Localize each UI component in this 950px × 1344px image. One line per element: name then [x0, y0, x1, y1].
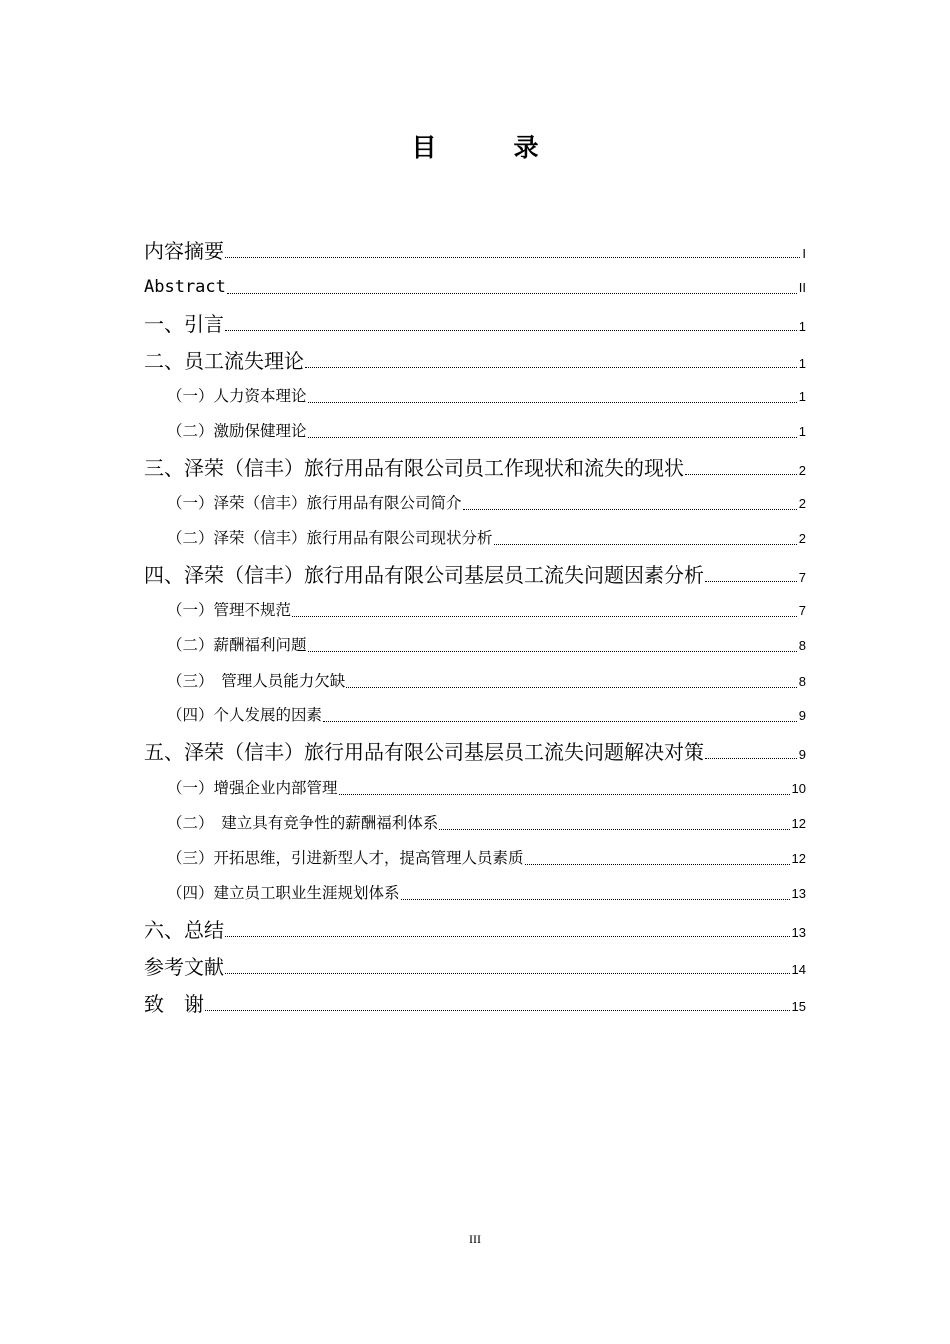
toc-entry-page: 1	[798, 319, 806, 334]
toc-entry[interactable]	[167, 523, 806, 553]
toc-entry[interactable]	[144, 952, 806, 982]
toc-entry-label: 二、员工流失理论	[144, 349, 304, 373]
toc-leader-dots	[225, 973, 790, 974]
toc-entry[interactable]	[144, 989, 806, 1019]
toc-entry[interactable]	[167, 773, 806, 803]
toc-entry[interactable]	[167, 630, 806, 660]
toc-entry-label: （四）个人发展的因素	[167, 706, 323, 724]
toc-leader-dots	[225, 330, 797, 331]
toc-entry-label: （二）泽荣（信丰）旅行用品有限公司现状分析	[167, 529, 493, 547]
toc-leader-dots	[305, 367, 797, 368]
toc-entry-label: 三、泽荣（信丰）旅行用品有限公司员工作现状和流失的现状	[144, 456, 684, 480]
toc-entry-label: （四）建立员工职业生涯规划体系	[167, 884, 400, 902]
toc-entry[interactable]	[167, 595, 806, 625]
toc-entry-page: 7	[798, 603, 806, 618]
toc-leader-dots	[205, 1010, 790, 1011]
toc-leader-dots	[705, 581, 797, 582]
toc-entry-label: （二）激励保健理论	[167, 422, 307, 440]
toc-entry-page: 1	[798, 356, 806, 371]
toc-leader-dots	[292, 616, 797, 617]
toc-leader-dots	[439, 829, 789, 830]
toc-entry-page: 14	[791, 962, 806, 977]
toc-entry[interactable]	[144, 453, 806, 483]
toc-entry-page: 8	[798, 638, 806, 653]
toc-entry[interactable]	[167, 843, 806, 873]
toc-leader-dots	[525, 864, 790, 865]
toc-leader-dots	[308, 402, 797, 403]
toc-entry[interactable]	[167, 700, 806, 730]
toc-leader-dots	[225, 257, 800, 258]
toc-entry-label: （二） 建立具有竞争性的薪酬福利体系	[167, 814, 439, 832]
toc-entry-page: 15	[791, 999, 806, 1014]
toc-leader-dots	[346, 687, 797, 688]
toc-leader-dots	[339, 794, 790, 795]
toc-entry[interactable]	[167, 416, 806, 446]
toc-entry-page: I	[802, 246, 806, 261]
toc-leader-dots	[225, 936, 790, 937]
toc-entry[interactable]	[144, 737, 806, 767]
toc-entry[interactable]	[144, 309, 806, 339]
toc-leader-dots	[308, 651, 797, 652]
toc-entry[interactable]	[144, 915, 806, 945]
toc-entry[interactable]	[167, 808, 806, 838]
toc-entry-label: （一）管理不规范	[167, 601, 292, 619]
toc-entry[interactable]	[167, 488, 806, 518]
toc-entry-label: 四、泽荣（信丰）旅行用品有限公司基层员工流失问题因素分析	[144, 563, 704, 587]
toc-entry-page: 2	[798, 496, 806, 511]
toc-entry-page: 13	[791, 925, 806, 940]
toc-entry-label: 参考文献	[144, 955, 224, 979]
toc-entry-label: Abstract	[144, 277, 226, 297]
toc-entry-page: 13	[791, 886, 806, 901]
toc-entry-label: 六、总结	[144, 918, 224, 942]
toc-entry-page: 2	[798, 531, 806, 546]
toc-entry[interactable]	[144, 346, 806, 376]
toc-leader-dots	[227, 293, 797, 294]
toc-entry-page: 12	[791, 851, 806, 866]
toc-entry[interactable]	[144, 236, 806, 266]
toc-entry-page: 1	[798, 424, 806, 439]
toc-entry-label: 五、泽荣（信丰）旅行用品有限公司基层员工流失问题解决对策	[144, 740, 704, 764]
toc-entry-label: （一）增强企业内部管理	[167, 779, 338, 797]
toc-entry-page: 2	[798, 463, 806, 478]
toc-entry-page: 12	[791, 816, 806, 831]
toc-leader-dots	[323, 721, 797, 722]
toc-entry-label: 致 谢	[144, 992, 204, 1016]
toc-entry-page: 1	[798, 389, 806, 404]
toc-entry-label: （三） 管理人员能力欠缺	[167, 672, 346, 690]
toc-leader-dots	[685, 474, 797, 475]
toc-entry-page: 9	[798, 708, 806, 723]
toc-entry[interactable]	[167, 878, 806, 908]
toc-leader-dots	[308, 437, 797, 438]
toc-entry-label: （一）泽荣（信丰）旅行用品有限公司简介	[167, 494, 462, 512]
toc-leader-dots	[463, 509, 797, 510]
toc-entry-label: （一）人力资本理论	[167, 387, 307, 405]
toc-entry-label: 内容摘要	[144, 239, 224, 263]
page-title: 目 录	[411, 133, 565, 162]
toc-entry-page: II	[798, 280, 806, 295]
toc-entry[interactable]	[167, 666, 806, 696]
toc-entry-label: （二）薪酬福利问题	[167, 636, 307, 654]
toc-entry[interactable]	[144, 560, 806, 590]
toc-entry-page: 10	[791, 781, 806, 796]
toc-entry-page: 7	[798, 570, 806, 585]
toc-entry[interactable]	[144, 272, 806, 302]
toc-entry-label: （三）开拓思维，引进新型人才，提高管理人员素质	[167, 849, 524, 867]
toc-entry-label: 一、引言	[144, 312, 224, 336]
toc-leader-dots	[401, 899, 790, 900]
toc-entry-page: 8	[798, 674, 806, 689]
toc-leader-dots	[494, 544, 797, 545]
toc-entry-page: 9	[798, 747, 806, 762]
toc-entry[interactable]	[167, 381, 806, 411]
page-number: III	[469, 1232, 481, 1246]
toc-leader-dots	[705, 758, 797, 759]
